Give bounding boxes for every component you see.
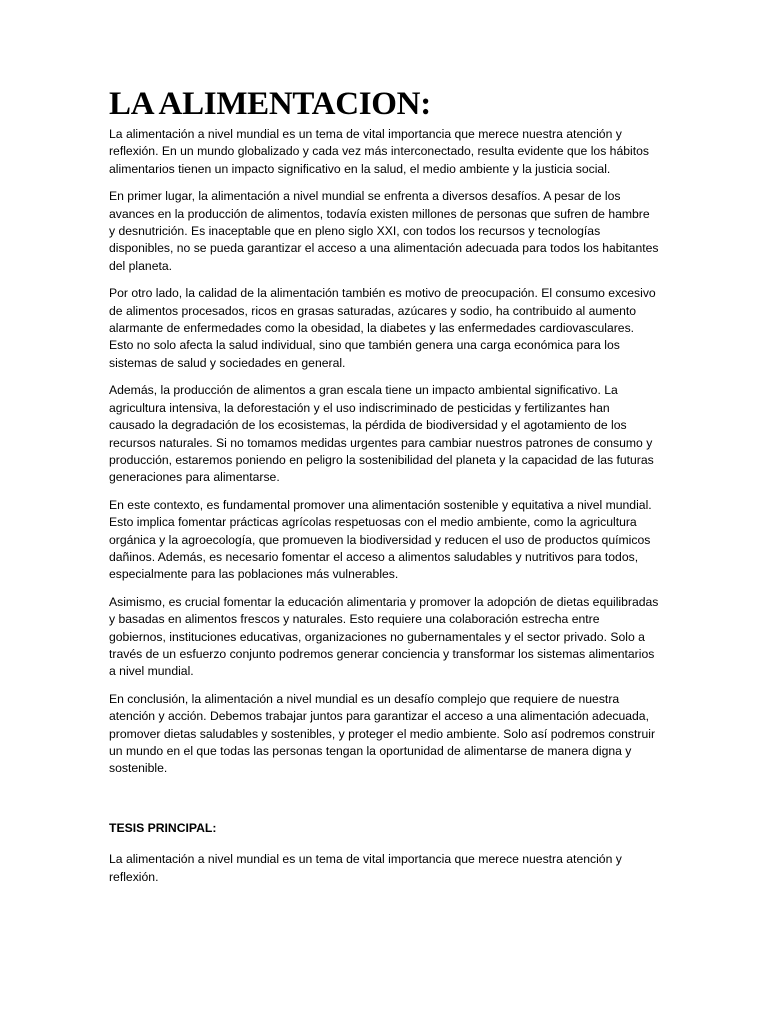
document-page <box>109 84 659 896</box>
document-title: LA ALIMENTACION: <box>109 86 431 122</box>
paragraph-quality: Por otro lado, la calidad de la alimentación también es motivo de preocupación. El consumo excesivo de alimentos procesados, ricos en grasas saturadas, azúcares y sodio, ha contribuido al aumento alarmante de enfermedades como la obesidad, la diabetes y las enfermedades cardiovasculares. Esto no solo afecta la salud individual, sino que también genera una carga económica para los sistemas de salud y sociedades en general. <box>109 286 656 370</box>
paragraph-conclusion: En conclusión, la alimentación a nivel mundial es un desafío complejo que requiere de nuestra atención y acción. Debemos trabajar juntos para garantizar el acceso a una alimentación adecuada, promover dietas saludables y sostenibles, y proteger el medio ambiente. Solo así podremos construir un mundo en el que todas las personas tengan la oportunidad de alimentarse de manera digna y sostenible. <box>109 691 656 776</box>
thesis-text: La alimentación a nivel mundial es un tema de vital importancia que merece nuestra atención y reflexión. <box>109 852 622 884</box>
paragraph-intro: La alimentación a nivel mundial es un tema de vital importancia que merece nuestra atención y reflexión. En un mundo globalizado y cada vez más interconectado, resulta evidente que los hábitos alimentarios tienen un impacto significativo en la salud, el medio ambiente y la justicia social. <box>109 127 649 176</box>
paragraph-education: Asimismo, es crucial fomentar la educación alimentaria y promover la adopción de dietas equilibradas y basadas en alimentos frescos y naturales. Esto requiere una colaboración estrecha entre gobiernos, instituciones educativas, organizaciones no gubernamentales y el sector privado. Solo a través de un esfuerzo conjunto podremos generar conciencia y transformar los sistemas alimentarios a nivel mundial. <box>109 594 659 679</box>
paragraph-environment: Además, la producción de alimentos a gran escala tiene un impacto ambiental significativo. La agricultura intensiva, la deforestación y el uso indiscriminado de pesticidas y fertilizantes han causado la degradación de los ecosistemas, la pérdida de biodiversidad y el agotamiento de los recursos naturales. Si no tomamos medidas urgentes para cambiar nuestros patrones de consumo y producción, estaremos poniendo en peligro la sostenibilidad del planeta y la capacidad de las futuras generaciones para alimentarse. <box>109 383 654 485</box>
thesis-heading: TESIS PRINCIPAL: <box>109 820 217 835</box>
paragraph-challenges: En primer lugar, la alimentación a nivel mundial se enfrenta a diversos desafíos. A pesar de los avances en la producción de alimentos, todavía existen millones de personas que sufren de hambre y desnutrición. Es inaceptable que en pleno siglo XXI, con todos los recursos y tecnologías disponibles, no se pueda garantizar el acceso a una alimentación adecuada para todos los habitantes del planeta. <box>109 189 659 273</box>
paragraph-sustainability: En este contexto, es fundamental promover una alimentación sostenible y equitativa a nivel mundial. Esto implica fomentar prácticas agrícolas respetuosas con el medio ambiente, como la agricultura orgánica y la agroecología, que promueven la biodiversidad y reducen el uso de productos químicos dañinos. Además, es necesario fomentar el acceso a alimentos saludables y nutritivos para todos, especialmente para las poblaciones más vulnerables. <box>109 497 652 582</box>
